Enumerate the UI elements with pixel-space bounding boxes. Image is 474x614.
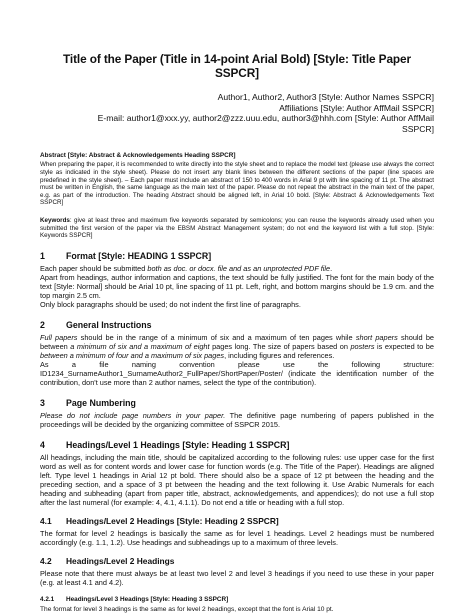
section-4-2-paragraph-1: Please note that there must always be at least two level 2 and level 3 headings if you need to use these in your paper (e.g. at least 4.1 and 4.2). [40,568,434,587]
italic-run: a minimum of six and a maximum of eight [70,341,210,351]
text-run: The definitive page numbering of papers published in the proceedings will be decided by the organizing committee of SSPCR 2015. [40,410,435,429]
section-4-2-heading [40,556,434,566]
section-title: Headings/Level 2 Headings [66,555,175,566]
section-number: 2 [40,319,45,330]
section-2-paragraph-2-rest: ID1234_SurnameAuthor1_SurnameAuthor2_FullPaper/ShortPaper/Poster/ (indicate the identification number of the contribution, don't use more than 2 author names, select the type of the contribution). [40,368,434,387]
section-1-heading [40,251,434,261]
section-1-paragraph-2: Apart from headings, author information and captions, the text should be fully justified. The font for the main body of the text [Style: Normal] should be Arial 10 pt, line spacing of 11 pt. Left, right, and bottom margins should be 1.9 cm. and the top margin 2.5 cm. [40,272,434,300]
text-run: . [330,263,333,273]
section-2-paragraph-1 [40,333,434,360]
section-4-1-heading [40,516,434,526]
section-4-2-1-paragraph-1: The format for level 3 headings is the same as for level 2 headings, except that the font is Arial 10 pt. [40,605,334,613]
section-number: 1 [40,250,45,261]
section-3-paragraph-1 [40,411,434,429]
section-number: 3 [40,397,45,408]
section-number: 4.1 [40,515,52,526]
paper-title: Title of the Paper (Title in 14-point Arial Bold) [Style: Title Paper SSPCR] [63,52,411,80]
section-1-paragraph-1 [40,264,434,273]
keywords-text: : give at least three and maximum five keywords separated by semicolons; you can reuse the keywords already used when you submitted the first version of the paper via the EBSM Abstract Management system; do not end the keyword list with a full stop. [Style: Keywords SSPCR] [40,216,434,240]
section-4-1-paragraph-1: The format for level 2 headings is basically the same as for level 1 headings. Level 2 headings must be numbered accordingly (e.g. 1.1, 1.2). Use headings and subheadings up to a maximum of three levels. [40,528,434,547]
italic-run: short papers [355,332,398,342]
author-email-line-1: E-mail: author1@xxx.yy, author2@zzz.uuu.edu, author3@hhh.com [Style: Author AffMail [97,113,434,124]
abstract-heading: Abstract [Style: Abstract & Acknowledgements Heading SSPCR] [40,152,236,160]
text-run: pages long. The size of papers based on [209,341,351,351]
section-number: 4.2.1 [40,595,55,603]
author-names: Author1, Author2, Author3 [Style: Author Names SSPCR] [217,92,434,102]
text-run: , including figures and references. [224,350,335,360]
section-number: 4.2 [40,555,52,566]
section-number: 4 [40,439,45,450]
author-affiliations: Affiliations [Style: Author AffMail SSPCR] [279,102,434,113]
author-email-line-2: SSPCR] [402,123,434,134]
section-1-paragraph-3: Only block paragraphs should be used; do not indent the first line of paragraphs. [40,299,301,309]
section-4-paragraph-1: All headings, including the main title, should be capitalized according to the following rules: use upper case for the first word as well as for content words and lower case for function words (e.g. The Title of the Paper). Headings are aligned left. Type level 1 headings in Arial 12 pt bold. There should also be a space of 12 pt between the heading and the preceding section, and a space of 3 pt between the heading and the text following it. Use Arabic Numerals for each heading and subheading (apart from paper title, abstract, acknowledgements, and appendices); do not use a full stop after the last numeral (for example: 4, 4.1, 4.1.1). Do not end a title or heading with a full stop. [40,452,434,507]
italic-run: posters [350,341,375,351]
text-run: should be between [40,332,435,351]
section-3-heading [40,398,434,408]
text-run: Each paper should be submitted [40,263,148,273]
section-title: Headings/Level 1 Headings [Style: Heading 1 SSPCR] [66,439,290,450]
section-title: General Instructions [66,319,152,330]
section-4-heading [40,440,434,450]
section-title: Format [Style: HEADING 1 SSPCR] [66,250,212,261]
section-2-heading [40,320,434,330]
keywords-label: Keywords [40,216,70,224]
italic-run: Please do not include page numbers in your paper. [40,410,226,420]
abstract-text: When preparing the paper, it is recommended to write directly into the style sheet and to replace the model text (please use always the correct style as indicated in the style sheet). Please do not insert any blank lines between the different sections of the paper (line spaces are predefined in the style sheet). – Each paper must include an abstract of 150 to 400 words in Arial 9 pt with line spacing of 11 pt. The abstract must be written in English, the same language as the main text of the paper. Please do not repeat the abstract in the main text of the paper, e.g. as part of the introduction. The heading Abstract should be aligned left, in Arial 10 bold. [Style: Abstract & Acknowledgements Text SSPCR] [40,161,434,207]
text-run: is expected to be [374,341,434,351]
author-block [40,92,434,134]
italic-run: both as doc. or docx. file and as an unprotected PDF file [147,263,331,273]
section-title: Headings/Level 2 Headings [Style: Heading 2 SSPCR] [66,515,279,526]
section-title: Page Numbering [66,397,136,408]
section-4-2-1-heading [40,596,434,603]
text-run: should be in the range of a minimum of six and a maximum of ten pages while [77,332,356,342]
italic-run: between a minimum of four and a maximum of six pages [40,350,225,360]
keywords-paragraph [40,217,434,240]
section-title: Headings/Level 3 Headings [Style: Heading 3 SSPCR] [66,595,229,603]
section-2-paragraph-2-line-1: As a file naming convention please use the following structure: [40,359,434,369]
italic-run: Full papers [40,332,78,342]
